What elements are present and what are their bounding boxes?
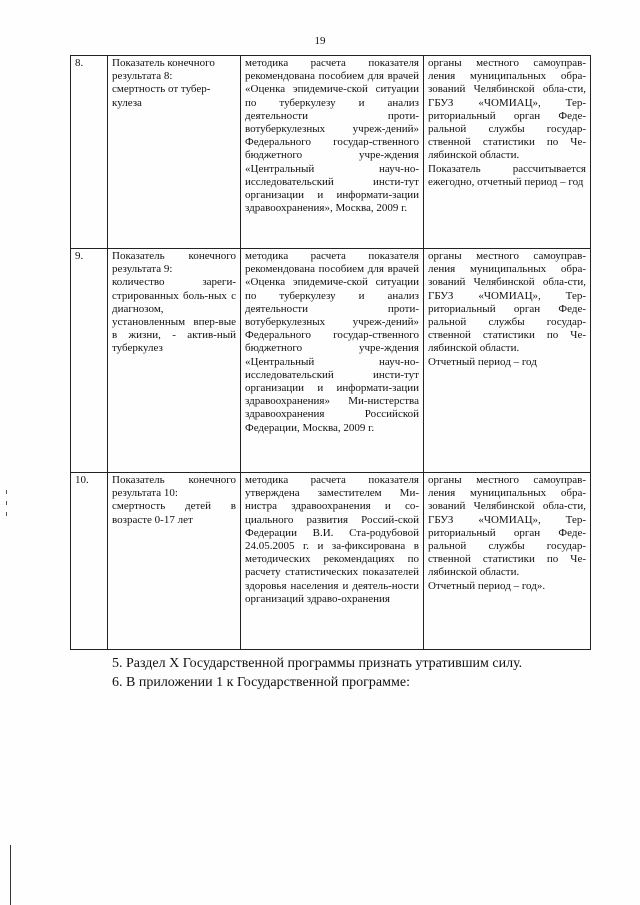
indicator-cell: Показатель конечного результата 10: смертность детей в возрасте 0-17 лет xyxy=(108,473,241,650)
row-number: 10. xyxy=(71,473,108,650)
table-row xyxy=(71,56,591,249)
row-number: 9. xyxy=(71,249,108,473)
page-number: 19 xyxy=(314,35,326,47)
paragraph-5: 5. Раздел X Государственной программы признать утратившим силу. xyxy=(112,656,523,671)
method-cell: методика расчета показателя рекомендована пособием для врачей «Оценка эпидемиче-ской ситуации по туберкулезу и анализ деятельности проти-вотуберкулезных учреж-дений» Федерального государ-ственного бюджетного учре-ждения «Центральный науч-но-исследовательский инсти-тут организации и информати-зации здравоохранения», Москва, 2009 г. xyxy=(241,56,424,249)
row-number: 8. xyxy=(71,56,108,249)
source-cell: органы местного самоуправ-ления муниципальных обра-зований Челябинской обла-сти, ГБУЗ «ЧОМИАЦ», Тер-риториальный орган Феде-ральной службы государ-ственной статистики по Че-лябинской области. Показатель рассчитывается ежегодно, отчетный период – год xyxy=(424,56,591,249)
table-row xyxy=(71,473,591,650)
paragraph-6: 6. В приложении 1 к Государственной программе: xyxy=(112,675,410,690)
margin-marks xyxy=(6,490,7,520)
scan-edge-line xyxy=(10,845,11,905)
method-cell: методика расчета показателя утверждена заместителем Ми-нистра здравоохранения и со-циального развития Россий-ской Федерации В.И. Ста-родубовой 24.05.2005 г. и за-фиксирована в методических рекомендациях по расчету статистических показателей здоровья населения и деятель-ности организаций здраво-охранения xyxy=(241,473,424,650)
method-cell: методика расчета показателя рекомендована пособием для врачей «Оценка эпидемиче-ской ситуации по туберкулезу и анализ деятельности проти-вотуберкулезных учреж-дений» Федерального государ-ственного бюджетного учре-ждения «Центральный науч-но-исследовательский инсти-тут организации и информати-зации здравоохранения» Ми-нистерства здравоохранения Российской Федерации, Москва, 2009 г. xyxy=(241,249,424,473)
source-cell: органы местного самоуправ-ления муниципальных обра-зований Челябинской обла-сти, ГБУЗ «ЧОМИАЦ», Тер-риториальный орган Феде-ральной службы государ-ственной статистики по Че-лябинской области. Отчетный период – год». xyxy=(424,473,591,650)
indicator-cell: Показатель конечного результата 8: смертность от тубер- кулеза xyxy=(108,56,241,249)
indicator-cell: Показатель конечного результата 9: количество зареги-стрированных боль-ных с диагнозом, установленным впер-вые в жизни, - актив-ный туберкулез xyxy=(108,249,241,473)
source-cell: органы местного самоуправ-ления муниципальных обра-зований Челябинской обла-сти, ГБУЗ «ЧОМИАЦ», Тер-риториальный орган Феде-ральной службы государ-ственной статистики по Че-лябинской области. Отчетный период – год xyxy=(424,249,591,473)
indicators-table xyxy=(70,55,591,650)
table-row xyxy=(71,249,591,473)
